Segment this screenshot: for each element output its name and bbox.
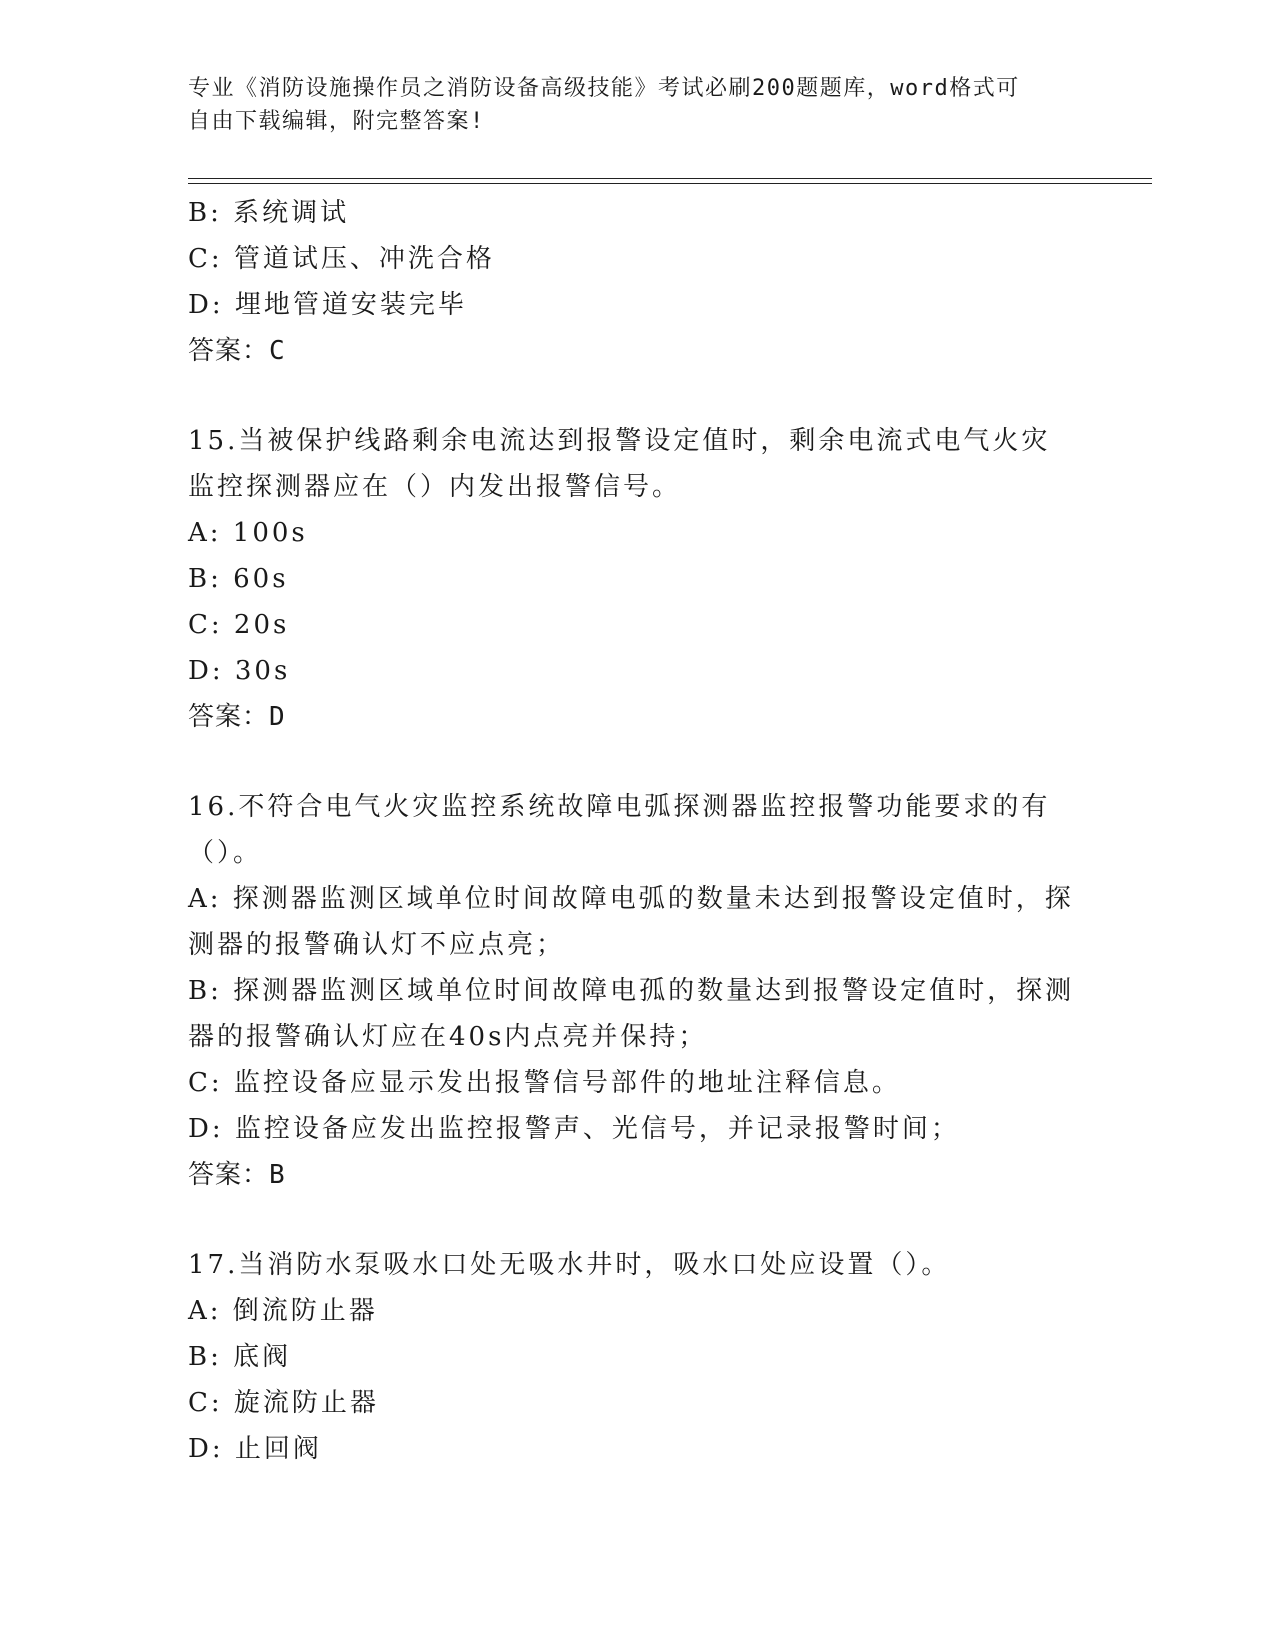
answer: 答案：B	[188, 1160, 286, 1190]
option-d: D: 止回阀	[188, 1434, 322, 1464]
question-stem: 15.当被保护线路剩余电流达到报警设定值时，剩余电流式电气火灾监控探测器应在（）内发出报警信号。	[188, 426, 1051, 502]
option-a: A: 倒流防止器	[188, 1296, 378, 1326]
question-stem: 16.不符合电气火灾监控系统故障电弧探测器监控报警功能要求的有（）。	[188, 792, 1051, 868]
header-divider-top	[188, 178, 1152, 179]
spacer	[188, 374, 1088, 418]
header-divider-bottom	[188, 183, 1152, 184]
option-b: B: 底阀	[188, 1342, 292, 1372]
option-c: C: 监控设备应显示发出报警信号部件的地址注释信息。	[188, 1068, 901, 1098]
answer: 答案：C	[188, 336, 286, 366]
option-d: D: 监控设备应发出监控报警声、光信号，并记录报警时间；	[188, 1114, 960, 1144]
document-header	[188, 72, 1068, 138]
option-b: B: 探测器监测区域单位时间故障电孤的数量达到报警设定值时，探测器的报警确认灯应在40s内点亮并保持；	[188, 976, 1075, 1052]
header-line-1: 专业《消防设施操作员之消防设备高级技能》考试必刷200题题库，word格式可	[188, 76, 1020, 101]
question-15	[188, 418, 1088, 740]
option-a: A: 100s	[188, 518, 308, 548]
answer: 答案：D	[188, 702, 286, 732]
option-c: C: 20s	[188, 610, 290, 640]
option-d: D: 埋地管道安装完毕	[188, 290, 467, 320]
question-content	[188, 190, 1088, 1472]
spacer	[188, 1198, 1088, 1242]
option-c: C: 旋流防止器	[188, 1388, 379, 1418]
question-17	[188, 1242, 1088, 1472]
question-16	[188, 784, 1088, 1198]
option-a: A: 探测器监测区域单位时间故障电弧的数量未达到报警设定值时，探测器的报警确认灯不应点亮；	[188, 884, 1074, 960]
question-stem: 17.当消防水泵吸水口处无吸水井时，吸水口处应设置（）。	[188, 1250, 951, 1280]
option-d: D: 30s	[188, 656, 291, 686]
question-14	[188, 190, 1088, 374]
header-line-2: 自由下载编辑，附完整答案!	[188, 109, 485, 134]
option-c: C: 管道试压、冲洗合格	[188, 244, 495, 274]
option-b: B: 系统调试	[188, 198, 350, 228]
option-b: B: 60s	[188, 564, 289, 594]
spacer	[188, 740, 1088, 784]
